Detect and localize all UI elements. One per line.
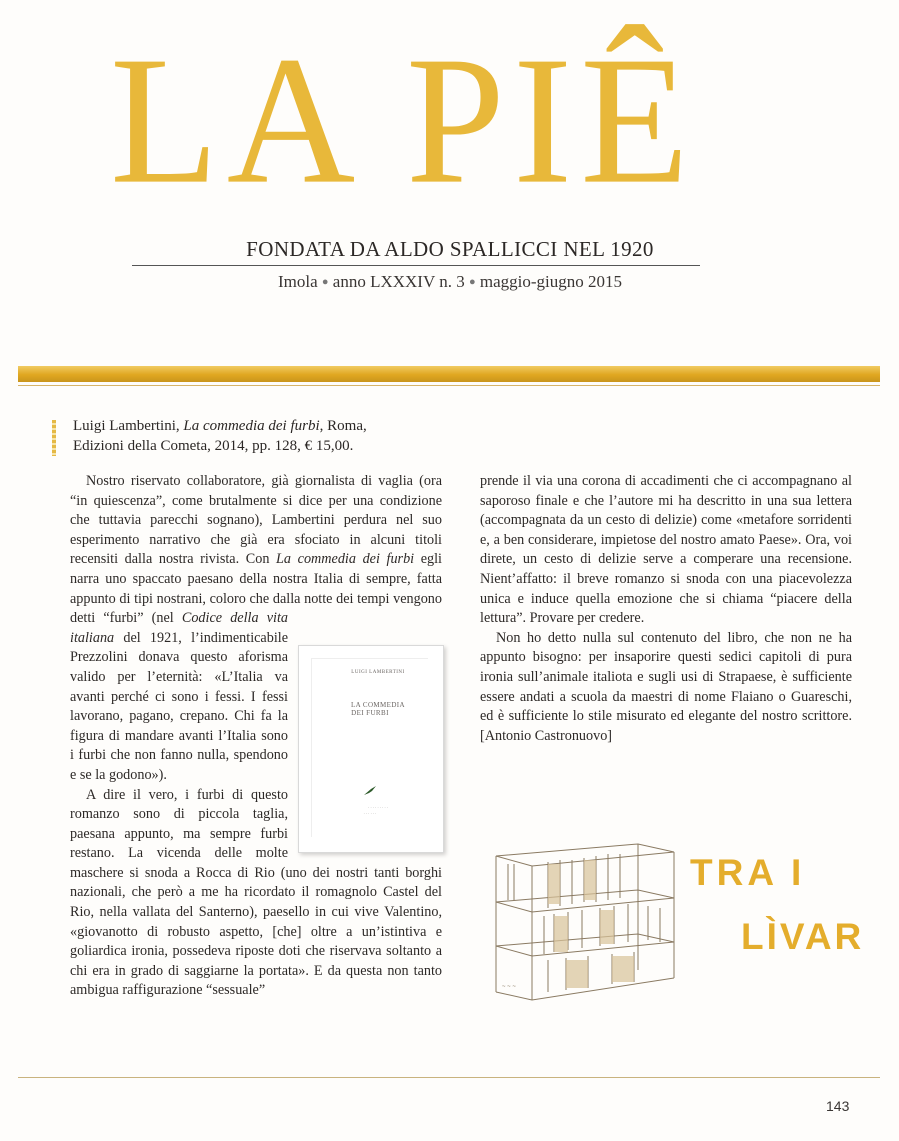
book-title: La commedia dei furbi: [183, 418, 320, 434]
book-author: Luigi Lambertini,: [73, 418, 180, 434]
review-paragraph: A dire il vero, i furbi di questo romanzo sono di piccola taglia, paesana appunto, ma sempre furbi restano. La vicenda delle molte maschere si snoda a Rocca di Rio (uno dei nostri tanti borghi nazionali, che però a me ha ricordato il romagnolo Castel del Rio, nella vallata del Santerno), paesello in cui vive Valentino, «giovanotto di robusto aspetto, [che] oltre a un’istintiva e goliardica ironia, possedeva riposte doti che riservava soltanto a chi era in grado di saggiarne la portata». E da questa non tanto ambigua raffigurazione “sessuale”: [70, 786, 442, 999]
svg-text:~ ~ ~: ~ ~ ~: [502, 984, 516, 990]
review-paragraph: prende il via una corona di accadimenti che ci accompagnano al saporoso finale e che l’autore mi ha descritto in una sua lettera (accompagnata da un cesto di delizie) come «metafore sorridenti e, a ben considerare, impietose del nostro amato Paese». Ora, voi direte, un cesto di delizie serve a comperare una recensione. Nient’affatto: il breve romanzo si snoda con una piacevolezza unica e induce quella emozione che si chiama “piacere della lettura”. Provare per credere.: [480, 473, 852, 627]
review-column-left: [70, 472, 442, 1001]
review-text: del 1921, l’indimenticabile Prezzolini donava questo aforisma valido per l’eternità: «L’Italia va avanti perché ci sono i fessi. I fessi lavorano, pagano, crepano. Chi fa la figura di mandare avanti l’Italia sono i furbi che non fanno nulla, spendono e se la godono»).: [70, 629, 288, 783]
masthead-title: LA PIÊ: [110, 17, 697, 222]
book-publication: , Roma, Edizioni della Cometa, 2014, pp. 128, € 15,00.: [73, 418, 367, 454]
gold-band: [18, 366, 880, 382]
bullet-icon: ●: [321, 276, 329, 288]
issue-line: [230, 272, 670, 292]
section-title-line1: TRA I: [690, 852, 806, 893]
bookshelf-illustration: [488, 842, 680, 1002]
book-cover: [298, 645, 444, 853]
review-column-right: [480, 472, 852, 746]
review-paragraph: Non ho detto nulla sul contenuto del libro, che non ne ha appunto bisogno: per insaporire questi sedici capitoli di pura ironia sull’animale italiota e sugli usi di Strapaese, è sufficiente essere andati a scuola da maestri di nome Flaiano o Guareschi, ed è sufficiente lo stile misurato ed elegante del nostro scrittore. [Antonio Castronuovo]: [480, 629, 852, 744]
issue-volume: anno LXXXIV n. 3: [332, 272, 465, 291]
biblio-mark-icon: [52, 420, 56, 456]
founded-line: FONDATA DA ALDO SPALLICCI NEL 1920: [246, 237, 654, 261]
section-title-line2: LÌVAR: [741, 916, 865, 957]
cover-publisher-mark: · · · · · · · · · · · · · · ·: [363, 805, 388, 817]
issue-date: maggio-giugno 2015: [479, 272, 622, 291]
cover-title: [312, 701, 428, 717]
review-text: egli narra uno spaccato paesano della nostra Italia di sempre, fatta appunto di tipi nostrani, coloro che dalla notte dei tempi vengono detti “furbi” (nel: [70, 551, 442, 627]
review-text-title: La commedia dei furbi: [276, 551, 415, 568]
cover-author: LUIGI LAMBERTINI: [351, 670, 405, 676]
bird-icon: [362, 785, 378, 797]
book-cover-art: [311, 658, 428, 837]
page-number: 143: [826, 1098, 850, 1114]
bibliographic-entry: [73, 416, 418, 456]
issue-place: Imola: [277, 272, 318, 291]
cover-title-line: LA COMMEDIA: [351, 700, 405, 709]
footer-divider: [18, 1077, 880, 1078]
cover-title-line: DEI FURBI: [351, 708, 389, 717]
review-text-title: Codice della vita italiana: [70, 610, 288, 646]
review-paragraph: [70, 472, 442, 817]
review-text: Nostro riservato collaboratore, già giornalista di vaglia (ora “in quiescenza”, come brutalmente si dice per una condizione che tuttavia parecchi sognano), Lambertini perdura nel suo esperimento narrativo che già era sfociato in alcuni titoli recensiti dalla nostra rivista. Con: [70, 473, 442, 568]
masthead-divider: [132, 265, 700, 266]
bullet-icon: ●: [468, 276, 476, 288]
